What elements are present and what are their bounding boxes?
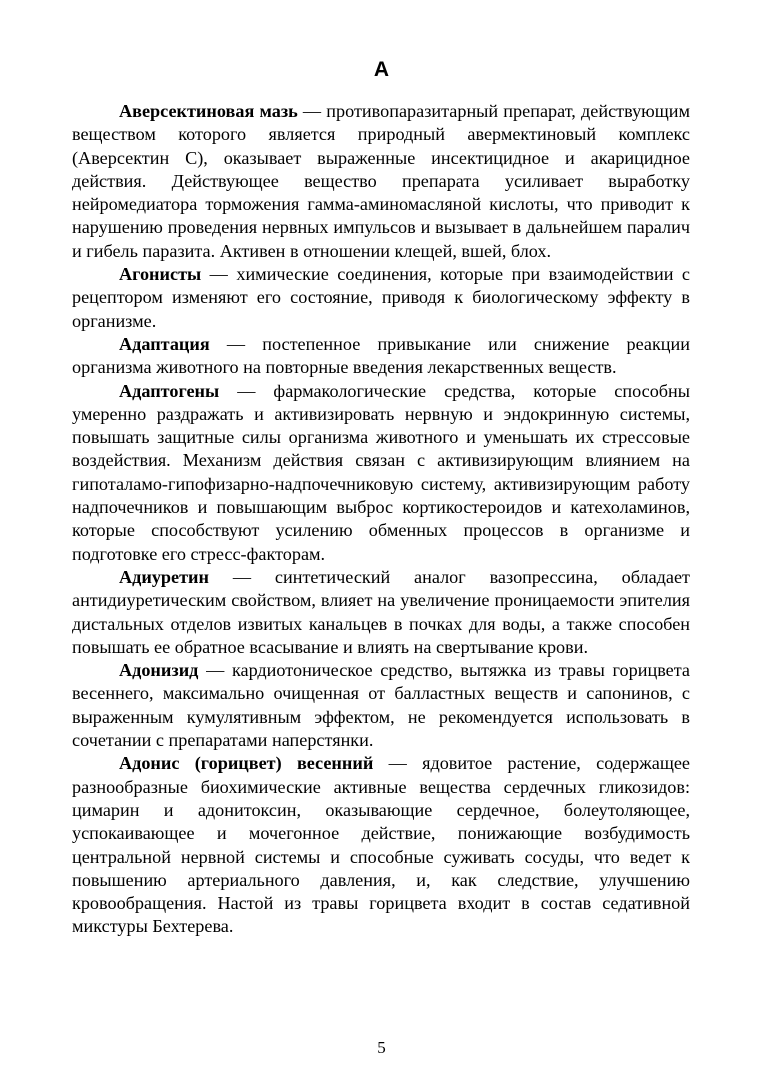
- glossary-entry: [72, 380, 690, 566]
- entry-definition: — ядовитое растение, содержащее разнообразные биохимические активные вещества сердечных гликозидов: цимарин и адонитоксин, оказывающие сердечное, болеутоляющее, успокаивающее и мочегонное действие, понижающие возбудимость центральной нервной системы и способные суживать сосуды, что ведет к повышению артериального давления, и, как следствие, улучшению кровообращения. Настой из травы горицвета входит в состав седативной микстуры Бехтерева.: [72, 753, 690, 937]
- glossary-entry: [72, 566, 690, 659]
- entry-term: Адонизид: [119, 660, 199, 681]
- page-number: 5: [377, 1038, 386, 1057]
- entry-definition: — синтетический аналог вазопрессина, обладает антидиуретическим свойством, влияет на увеличение проницаемости эпителия дистальных отделов извитых канальцев в почках для воды, а также способен повышать ее обратное всасывание и влиять на свертывание крови.: [72, 566, 690, 657]
- entry-definition: — кардиотоническое средство, вытяжка из травы горицвета весеннего, максимально очищенная от балластных веществ и сапонинов, с выраженным кумулятивным эффектом, не рекомендуется использовать в сочетании с препаратами наперстянки.: [72, 660, 690, 751]
- entry-term: Адиуретин: [119, 566, 209, 587]
- section-letter-heading: А: [373, 58, 390, 81]
- entry-definition: — противопаразитарный препарат, действующим веществом которого является природный авермектиновый комплекс (Аверсектин С), оказывает выраженные инсектицидное и акарицидное действия. Действующее вещество препарата усиливает выработку нейромедиатора торможения гамма-аминомасляной кислоты, что приводит к нарушению проведения нервных импульсов и вызывает в дальнейшем паралич и гибель паразита. Активен в отношении клещей, вшей, блох.: [72, 101, 690, 261]
- glossary-entry: [72, 100, 690, 263]
- glossary-entry: [72, 333, 690, 380]
- entry-term: Адаптогены: [119, 380, 220, 401]
- entry-term: Адаптация: [119, 333, 210, 354]
- entry-definition: — фармакологические средства, которые способны умеренно раздражать и активизировать нервную и эндокринную системы, повышать защитные силы организма животного и уменьшать их стрессовые воздействия. Механизм действия связан с активизирующим влиянием на гипоталамо-гипофизарно-надпочечниковую систему, активизирующим работу надпочечников и повышающим выброс кортикостероидов и катехоламинов, которые способствуют усилению обменных процессов в организме и подготовке его стресс-факторам.: [72, 380, 690, 564]
- glossary-entry: [72, 263, 690, 333]
- entry-definition: — постепенное привыкание или снижение реакции организма животного на повторные введения лекарственных веществ.: [72, 333, 690, 378]
- glossary-entry: [72, 752, 690, 938]
- glossary-entries: [72, 100, 690, 939]
- entry-definition: — химические соединения, которые при взаимодействии с рецептором изменяют его состояние, приводя к биологическому эффекту в организме.: [72, 264, 690, 331]
- entry-term: Агонисты: [119, 264, 202, 285]
- entry-term: Адонис (горицвет) весенний: [119, 753, 374, 774]
- glossary-entry: [72, 659, 690, 752]
- entry-term: Аверсектиновая мазь: [119, 101, 298, 121]
